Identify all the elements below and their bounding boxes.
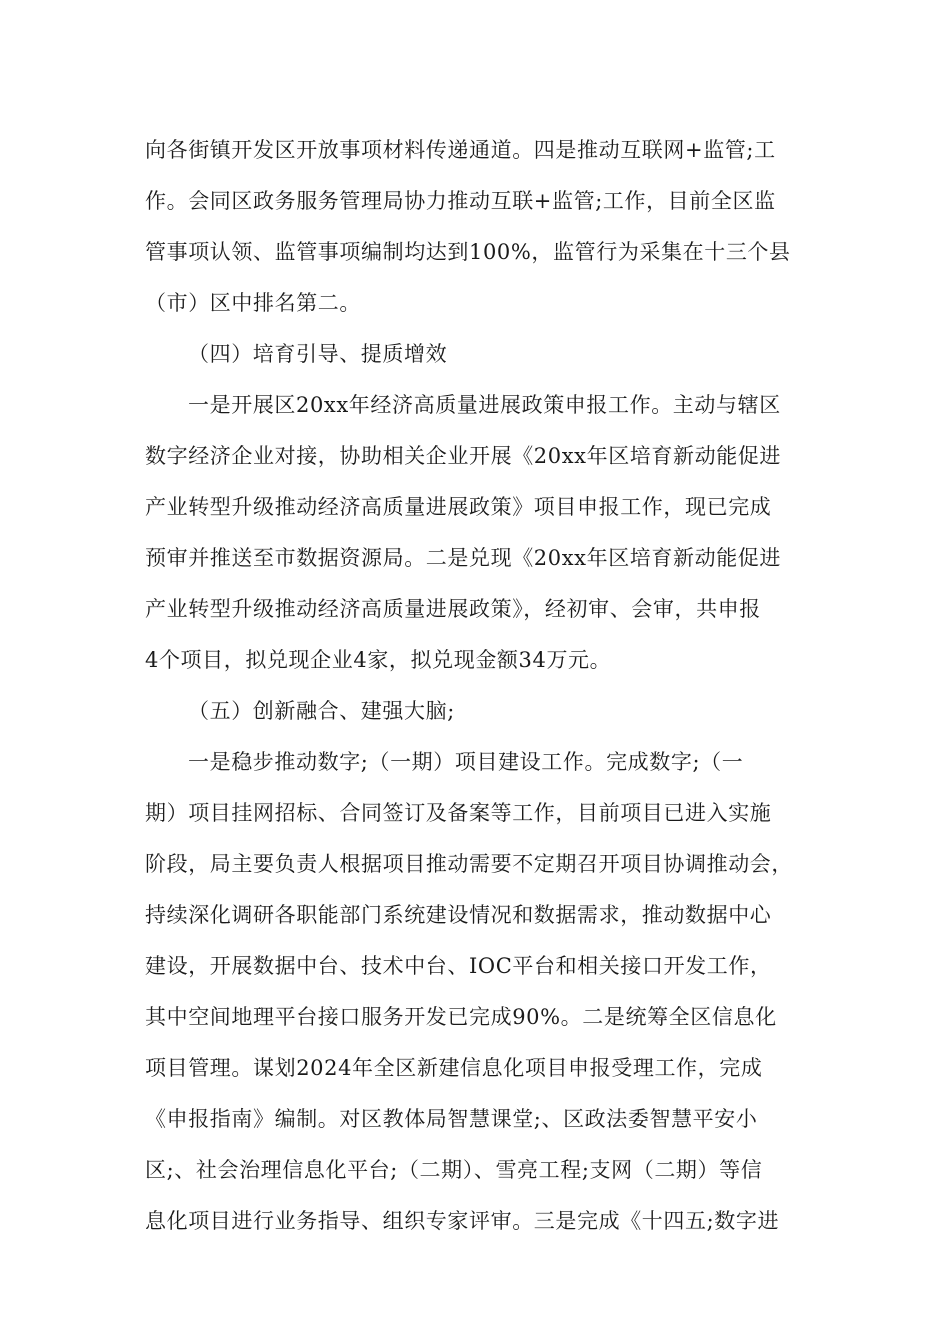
paragraph-first-line: 一是稳步推动数字;（一期）项目建设工作。完成数字;（一 [188, 750, 744, 774]
text-line: 项目管理。谋划2024年全区新建信息化项目申报受理工作，完成 [145, 1056, 763, 1080]
text-line: 阶段，局主要负责人根据项目推动需要不定期召开项目协调推动会， [145, 852, 793, 876]
text-line: 管事项认领、监管事项编制均达到100%，监管行为采集在十三个县 [145, 240, 791, 264]
text-line: 产业转型升级推动经济高质量进展政策》项目申报工作，现已完成 [145, 495, 772, 519]
text-line: （市）区中排名第二。 [145, 291, 361, 315]
text-line: 4个项目，拟兑现企业4家，拟兑现金额34万元。 [145, 648, 612, 672]
section-heading: （五）创新融合、建强大脑; [188, 699, 455, 723]
text-line: 区;、社会治理信息化平台;（二期）、雪亮工程;支网（二期）等信 [145, 1158, 763, 1182]
text-line: 数字经济企业对接，协助相关企业开展《20xx年区培育新动能促进 [145, 444, 782, 468]
text-line: 预审并推送至市数据资源局。二是兑现《20xx年区培育新动能促进 [145, 546, 782, 570]
text-line: 期）项目挂网招标、合同签订及备案等工作，目前项目已进入实施 [145, 801, 772, 825]
text-line: 持续深化调研各职能部门系统建设情况和数据需求，推动数据中心 [145, 903, 772, 927]
paragraph-first-line: 一是开展区20xx年经济高质量进展政策申报工作。主动与辖区 [188, 393, 781, 417]
text-line: 产业转型升级推动经济高质量进展政策》，经初审、会审，共申报 [145, 597, 761, 621]
text-line: 《申报指南》编制。对区教体局智慧课堂;、区政法委智慧平安小 [145, 1107, 758, 1131]
text-line: 向各街镇开发区开放事项材料传递通道。四是推动互联网+监管;工 [145, 138, 776, 162]
text-line: 其中空间地理平台接口服务开发已完成90%。二是统筹全区信息化 [145, 1005, 777, 1029]
section-heading: （四）培育引导、提质增效 [188, 342, 448, 366]
text-line: 作。会同区政务服务管理局协力推动互联+监管;工作，目前全区监 [145, 189, 776, 213]
text-line: 息化项目进行业务指导、组织专家评审。三是完成《十四五;数字进 [145, 1209, 780, 1233]
text-line: 建设，开展数据中台、技术中台、IOC平台和相关接口开发工作， [145, 954, 772, 978]
